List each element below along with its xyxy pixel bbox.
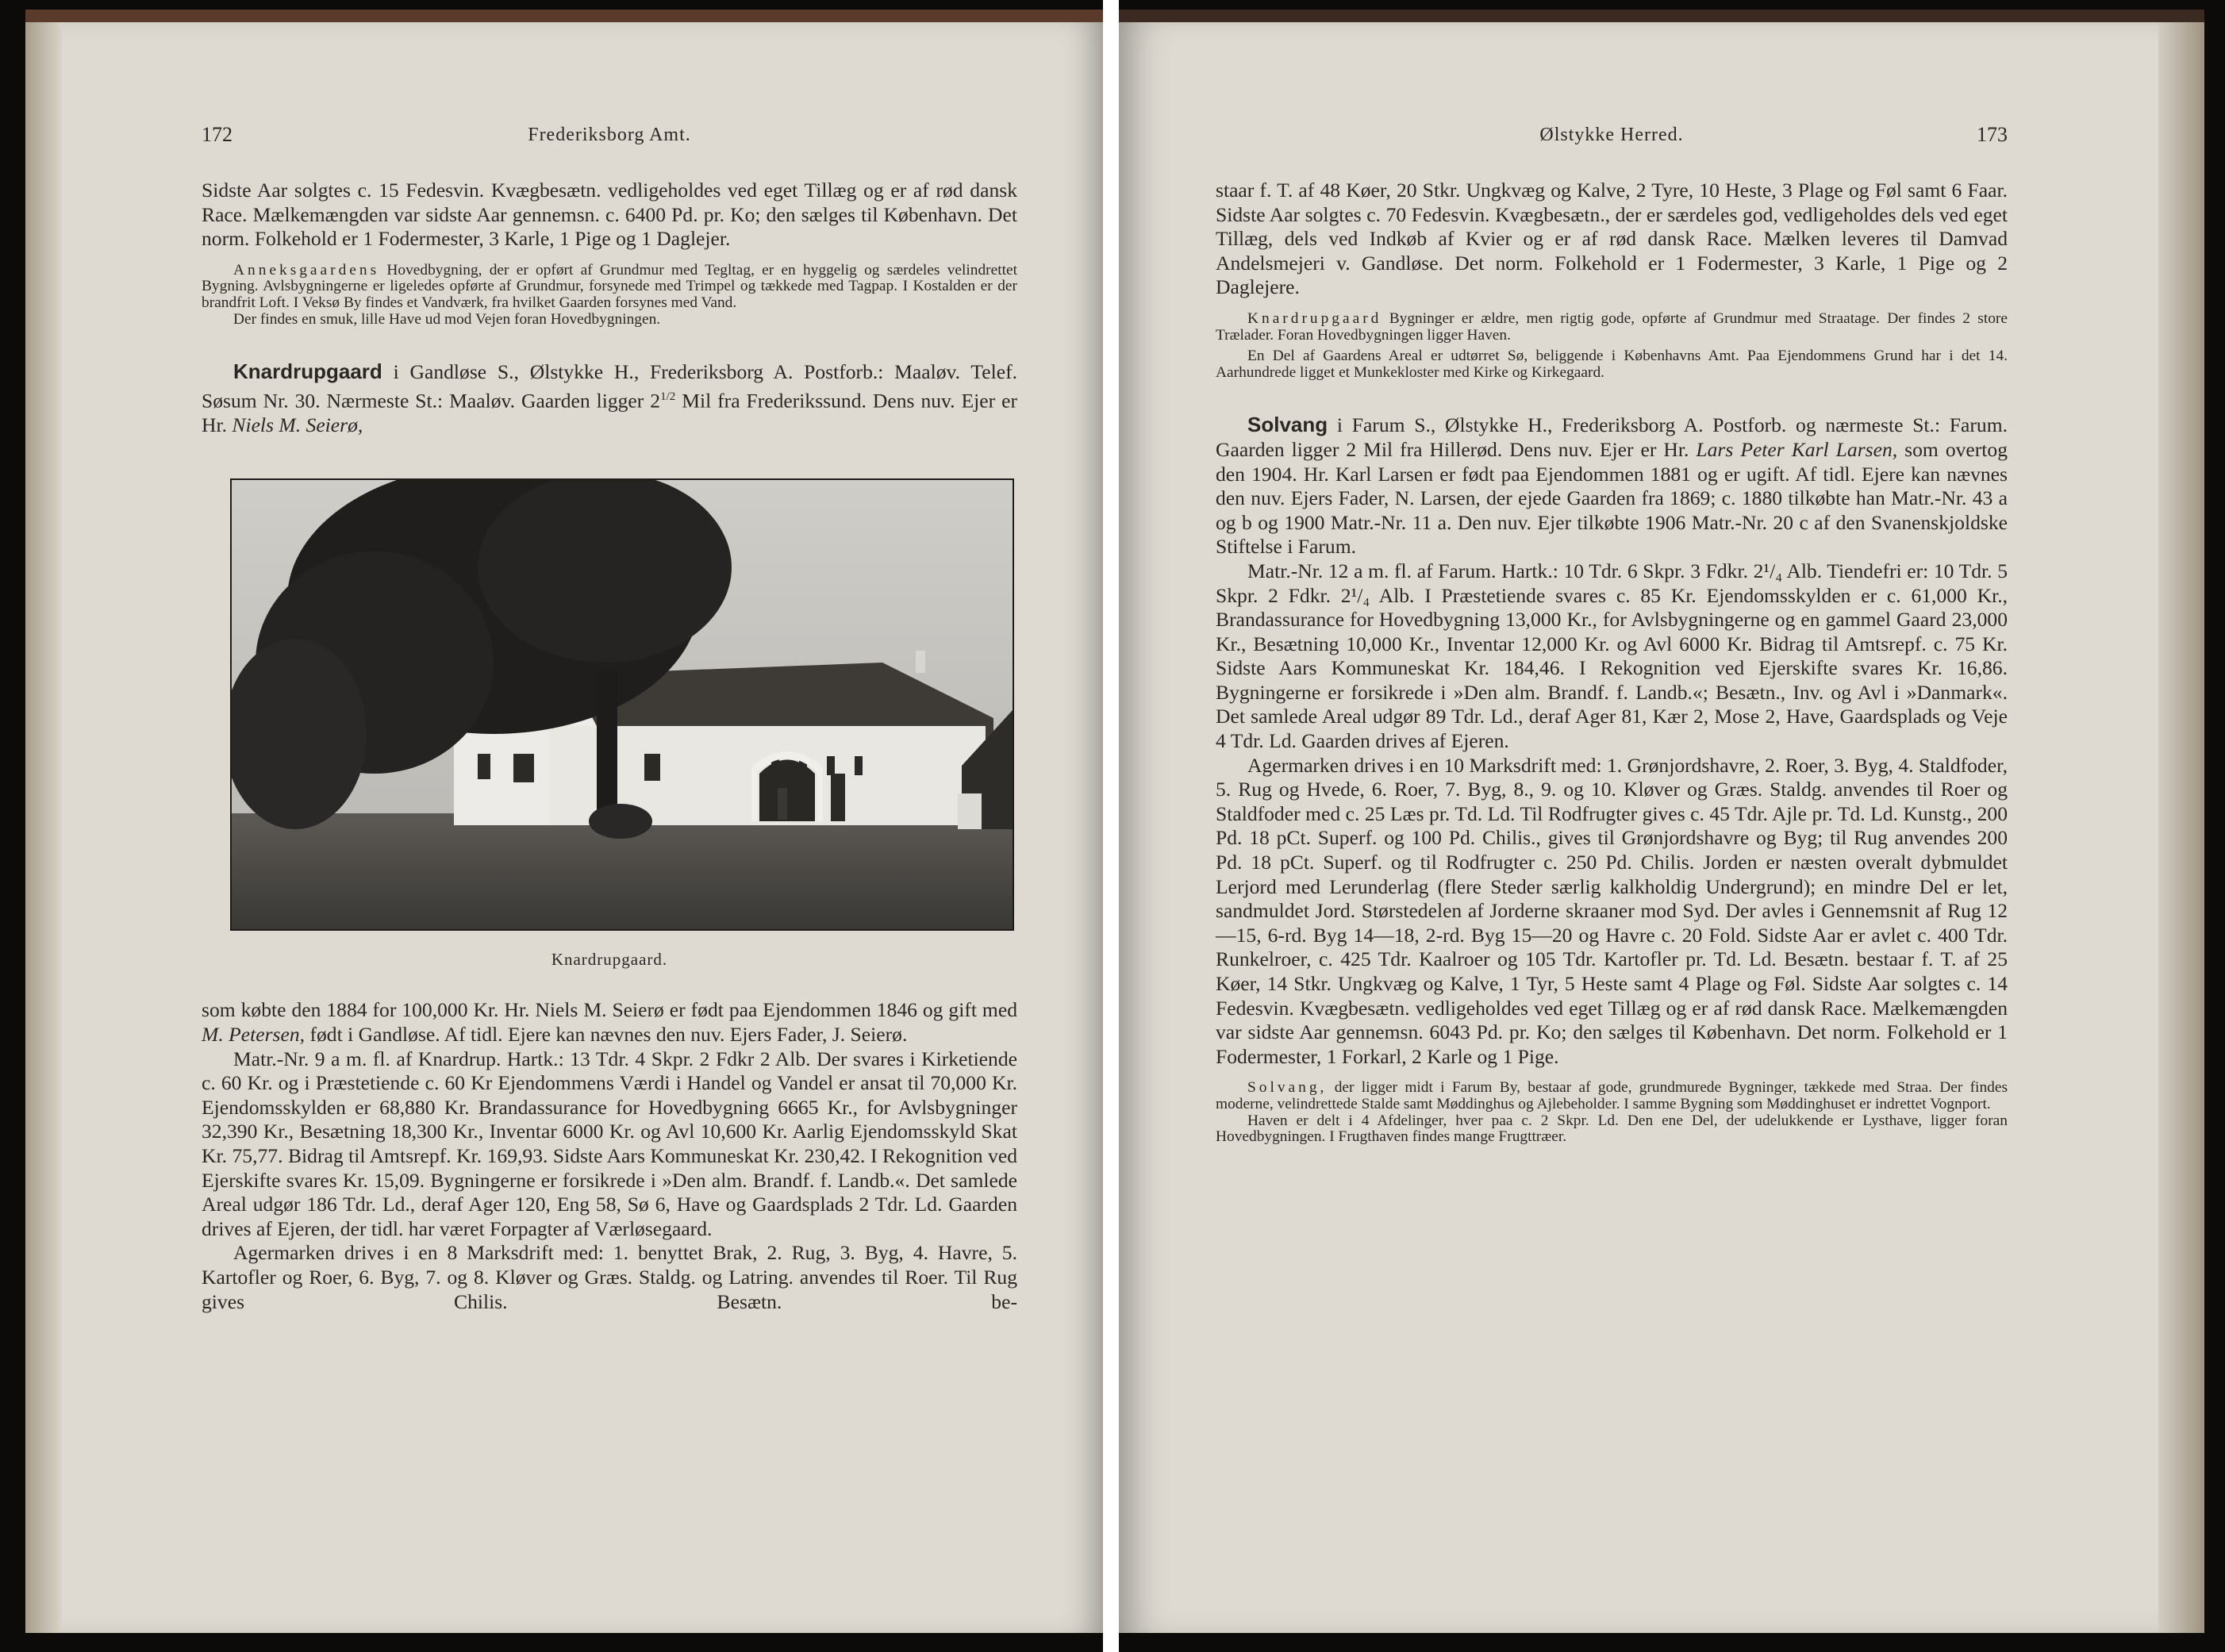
right-small-text: Bygninger er ældre, men rigtig gode, opførte af Grundmur med Straatage. Der findes 2 store Trælader. Foran Hovedbygningen ligger Haven.	[1216, 309, 2008, 344]
right-running-head: Ølstykke Herred.	[1539, 125, 1684, 145]
left-small-paragraph-2: Der findes en smuk, lille Have ud mod Vejen foran Hovedbygningen.	[233, 310, 661, 328]
left-small-paragraph-1	[202, 263, 1017, 312]
left-paragraph-1: Sidste Aar solgtes c. 15 Fedesvin. Kvægbesætn. vedligeholdes ved eget Tillæg og er af rød dansk Race. Mælkemængden var sidste Aar gennemsn. c. 6400 Pd. pr. Ko; den sælges til København. Det norm. Folkehold er 1 Fodermester, 3 Karle, 1 Pige og 1 Daglejer.	[202, 179, 1017, 251]
left-p2-b: født i Gandløse. Af tidl. Ejere kan nævnes den nuv. Ejers Fader, J. Seierø.	[305, 1023, 908, 1047]
solvang-text-a: i Farum S., Ølstykke H., Frederiksborg A. Postforb. og nærmeste St.: Farum. Gaarden ligger 2 Mil fra Hillerød. Dens nuv. Ejer er Hr.	[1216, 413, 2008, 461]
left-page-content	[202, 123, 1017, 1314]
right-page-header	[1216, 123, 2008, 155]
right-small-lead: Knardrupgaard	[1247, 309, 1382, 327]
right-small-paragraph-1	[1216, 311, 2008, 344]
left-small-lead: Anneksgaardens	[233, 261, 380, 279]
farm-photo-illustration	[232, 480, 1013, 929]
entry-fraction: 1/2	[660, 390, 676, 403]
solvang-text-b: som overtog den 1904. Hr. Karl Larsen er født paa Ejendommen 1881 og er ugift. Af tidl. Ejere kan nævnes den nuv. Ejers Fader, N. Larsen, der ejede Gaarden fra 1869; c. 1880 tilkøbte han Matr.-Nr. 43 a og b og 1900 Matr.-Nr. 11 a. Den nuv. Ejer tilkøbte 1906 Matr.-Nr. 20 c af den Svanenskjoldske Stiftelse i Farum.	[1216, 437, 2008, 559]
solvang-entry	[1216, 413, 2008, 559]
left-paragraph-4: Agermarken drives i en 8 Marksdrift med: 1. benyttet Brak, 2. Rug, 3. Byg, 4. Havre, 5. Kartofler og Roer, 6. Byg, 7. og 8. Kløver og Græs. Staldg. og Latring. anvendes til Roer. Til Rug gives Chilis. Besætn. be-	[202, 1241, 1017, 1313]
farm-photograph	[230, 478, 1014, 931]
page-gutter	[1103, 0, 1119, 1652]
left-paragraph-2	[202, 998, 1017, 1047]
right-small-lead-2: Solvang,	[1247, 1079, 1328, 1097]
left-small-text: Hovedbygning, der er opført af Grundmur med Tegltag, er en hyggelig og særdeles velindrettet Bygning. Avlsbygningerne er ligeledes opførte af Grundmur, forsynede med Trimpel og tækkede med Tagpap. I Kostalden er der brandfrit Loft. I Veksø By findes et Vandværk, fra hvilket Gaarden forsynes med Vand.	[202, 261, 1017, 311]
left-running-head: Frederiksborg Amt.	[528, 125, 691, 145]
left-p2-wife: M. Petersen,	[202, 1023, 306, 1047]
entry-name-solvang: Solvang	[1247, 413, 1328, 437]
entry-text-b: Mil fra Frederikssund. Dens nuv. Ejer er Hr.	[202, 389, 1017, 436]
right-small-paragraph-3	[1216, 1080, 2008, 1112]
left-paragraph-3: Matr.-Nr. 9 a m. fl. af Knardrup. Hartk.: 13 Tdr. 4 Skpr. 2 Fdkr 2 Alb. Der svares i Kirketiende c. 60 Kr. og i Præstetiende c. 60 Kr Ejendommens Værdi i Handel og Vandel er ansat til 70,000 Kr. Ejendomsskylden er 68,880 Kr. Brandassurance for Hovedbygning 6665 Kr., for Avlsbygninger 32,390 Kr., Besætning 18,300 Kr., Inventar 6000 Kr. og Avl 10,600 Kr. Aarlig Ejendomsskyld Skat Kr. 75,77. Bidrag til Amtsrepf. Kr. 169,93. Sidste Aars Kommuneskat Kr. 230,42. I Rekognition ved Ejerskifte svares Kr. 15,09. Bygningerne er forsikrede i »Den alm. Brandf. f. Landb.«. Det samlede Areal udgør 186 Tdr. Ld., deraf Ager 120, Eng 58, Sø 6, Have og Gaardsplads 2 Tdr. Ld. Gaarden drives af Ejeren, der tidl. har været Forpagter af Værløsegaard.	[202, 1047, 1017, 1240]
right-page-content	[1216, 123, 2008, 1146]
entry-text-a: i Gandløse S., Ølstykke H., Frederiksborg A. Postforb.: Maaløv. Telef. Søsum Nr. 30. Nærmeste St.: Maaløv. Gaarden ligger 2	[202, 360, 1017, 413]
right-small-paragraph-2: En Del af Gaardens Areal er udtørret Sø, beliggende i Københavns Amt. Paa Ejendommens Grund har i det 14. Aarhundrede ligget et Munkekloster med Kirke og Kirkegaard.	[1216, 348, 2008, 381]
solvang-owner: Lars Peter Karl Larsen,	[1696, 437, 1898, 461]
left-p2-a: som købte den 1884 for 100,000 Kr. Hr. Niels M. Seierø er født paa Ejendommen 1846 og gift med	[202, 998, 1017, 1022]
right-page-edge	[2158, 22, 2204, 1633]
left-page-edge	[25, 22, 62, 1633]
right-paragraph-1: staar f. T. af 48 Køer, 20 Stkr. Ungkvæg og Kalve, 2 Tyre, 10 Heste, 3 Plage og Føl samt 6 Faar. Sidste Aar solgtes c. 70 Fedesvin. Kvægbesætn., der er særdeles god, vedligeholdes dels ved eget Tillæg, dels ved Indkøb af Kvier og er af rød dansk Race. Mælken leveres til Damvad Andelsmejeri v. Gandløse. Det norm. Folkehold er 1 Fodermester, 3 Karle, 1 Pige og 2 Daglejere.	[1216, 179, 2008, 299]
photo-caption: Knardrupgaard.	[551, 950, 668, 970]
right-paragraph-2: Matr.-Nr. 12 a m. fl. af Farum. Hartk.: 10 Tdr. 6 Skpr. 3 Fdkr. 2¹/₄ Alb. Tiendefri er: 10 Tdr. 5 Skpr. 2 Fdkr. 2¹/₄ Alb. I Præstetiende svares c. 85 Kr. Ejendomsskylden er c. 61,000 Kr., Brandassurance for Hovedbygning 13,000 Kr., for Avlsbygningerne og en gammel Gaard 23,000 Kr., Besætning 10,000 Kr., Inventar 12,000 Kr. og Avl 6000 Kr. Bidrag til Amtsrepf. c. 75 Kr. Sidste Aars Kommuneskat Kr. 184,46. I Rekognition ved Ejerskifte svares Kr. 16,86. Bygningerne er forsikrede i »Den alm. Brandf. f. Landb.«; Besætn., Inv. og Avl i »Danmark«. Det samlede Areal udgør 89 Tdr. Ld., deraf Ager 81, Kær 2, Mose 2, Have, Gaardsplads og Veje 4 Tdr. Ld. Gaarden drives af Ejeren.	[1216, 559, 2008, 753]
right-paragraph-3: Agermarken drives i en 10 Marksdrift med: 1. Grønjordshavre, 2. Roer, 3. Byg, 4. Staldfoder, 5. Rug og Hvede, 6. Roer, 7. Byg, 8., 9. og 10. Kløver og Græs. Staldg. anvendes til Roer og Staldfoder med c. 25 Læs pr. Td. Ld. Til Rodfrugter gives c. 45 Tdr. Ajle pr. Td. Ld. Kunstg., 200 Pd. 18 pCt. Superf. og 100 Pd. Chilis., gives til Grønjordshavre og Byg; til Rug anvendes 200 Pd. 18 pCt. Superf. og til Rodfrugter c. 250 Pd. Chilis. Jorden er næsten overalt dybmuldet Lerjord med Lerunderlag (flere Steder særlig kalkholdig Undergrund); en mindre Del er let, sandmuldet Jord. Størstedelen af Jorderne skraaner mod Syd. Der avles i Gennemsnit af Rug 12—15, 6-rd. Byg 14—18, 2-rd. Byg 15—20 og Havre c. 20 Fold. Sidste Aar er avlet c. 400 Tdr. Runkelroer, c. 425 Tdr. Kaalroer og 105 Tdr. Kartofler pr. Td. Ld. Besætn. bestaar f. T. af 25 Køer, 14 Stkr. Ungkvæg og Kalve, 1 Tyr, 5 Heste samt 4 Plage og Føl. Sidste Aar solgtes c. 14 Fedesvin. Kvægbesætn. vedligeholdes ved eget Tillæg og er af rød dansk Race. Mælkemængden var sidste Aar gennemsn. 6043 Pd. pr. Ko; den sælges til København. Det norm. Folkehold er 1 Fodermester, 1 Forkarl, 2 Karle og 1 Pige.	[1216, 753, 2008, 1068]
left-page-header	[202, 123, 1017, 155]
left-page-number: 172	[202, 123, 232, 146]
right-small-text-2: der ligger midt i Farum By, bestaar af gode, grundmurede Bygninger, tækkede med Straa. Der findes moderne, velindrettede Stalde samt Møddinghus og Ajlebeholder. I samme Bygning som Møddinghuset er indrettet Vognport.	[1216, 1079, 2008, 1112]
right-small-paragraph-4: Haven er delt i 4 Afdelinger, hver paa c. 2 Skpr. Ld. Den ene Del, der udelukkende er Lysthave, ligger foran Hovedbygningen. I Frugthaven findes mange Frugttræer.	[1216, 1112, 2008, 1146]
right-page-number: 173	[1977, 123, 2008, 146]
entry-owner: Niels M. Seierø,	[232, 413, 363, 436]
entry-name-knardrupgaard: Knardrupgaard	[233, 359, 382, 384]
knardrupgaard-entry	[202, 359, 1017, 437]
